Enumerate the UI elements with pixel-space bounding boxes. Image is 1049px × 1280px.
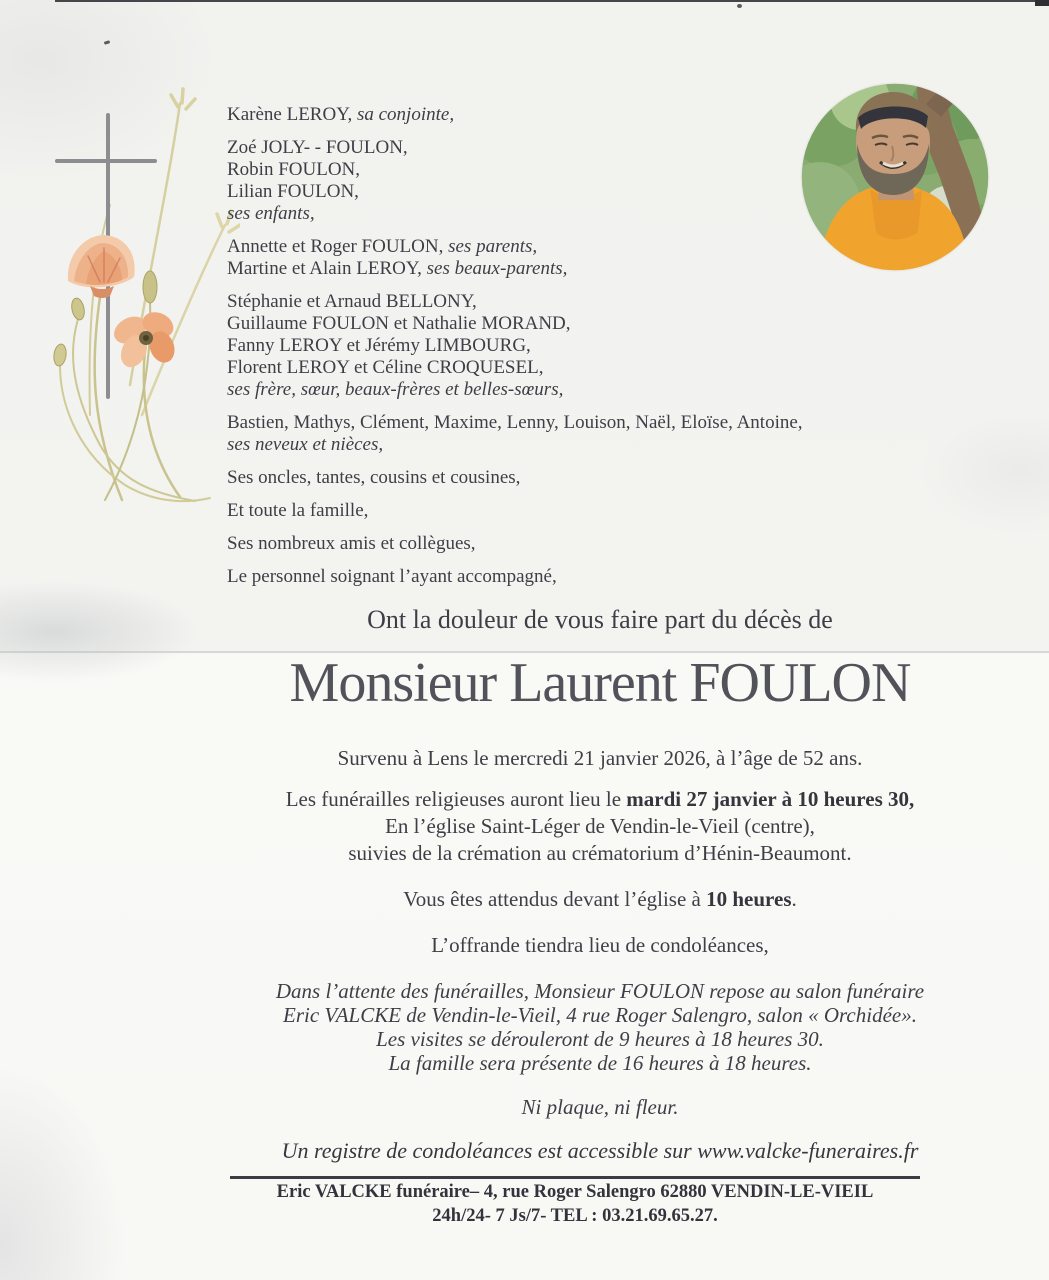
- family-line: Karène LEROY, sa conjointe,: [227, 104, 455, 125]
- family-line: Ses oncles, tantes, cousins et cousines,: [227, 467, 521, 488]
- repose-line: Dans l’attente des funérailles, Monsieur FOULON repose au salon funéraire: [275, 979, 925, 1003]
- repose-line: Eric VALCKE de Vendin-le-Vieil, 4 rue Roger Salengro, salon « Orchidée».: [283, 1003, 917, 1027]
- repose-line: Les visites se dérouleront de 9 heures à 18 heures 30.: [376, 1027, 824, 1051]
- family-line: Guillaume FOULON et Nathalie MORAND,: [227, 313, 571, 334]
- offering-note: L’offrande tiendra lieu de condoléances,: [431, 933, 769, 957]
- footer-phone: 24h/24- 7 Js/7- TEL : 03.21.69.65.27.: [432, 1206, 718, 1226]
- repose-line: La famille sera présente de 16 heures à 18 heures.: [388, 1051, 812, 1075]
- church-meeting-time: Vous êtes attendus devant l’église à 10 heures.: [403, 887, 797, 911]
- footer-address: Eric VALCKE funéraire– 4, rue Roger Salengro 62880 VENDIN-LE-VIEIL: [276, 1182, 874, 1202]
- repose-details: [150, 979, 1049, 1075]
- family-line: Annette et Roger FOULON, ses parents,: [227, 236, 538, 257]
- family-line: Florent LEROY et Céline CROQUESEL,: [227, 357, 544, 378]
- family-line: ses enfants,: [227, 203, 315, 224]
- family-line: Stéphanie et Arnaud BELLONY,: [227, 291, 477, 312]
- funeral-details: [150, 786, 1049, 867]
- deceased-name: Monsieur Laurent FOULON: [289, 652, 911, 714]
- funeral-line3: suivies de la crémation au crématorium d’Hénin-Beaumont.: [348, 841, 852, 865]
- funeral-line1: Les funérailles religieuses auront lieu le mardi 27 janvier à 10 heures 30,: [285, 787, 915, 811]
- family-line: ses neveux et nièces,: [227, 434, 384, 455]
- cross-icon: [57, 115, 155, 397]
- condolence-register-note: Un registre de condoléances est accessible sur www.valcke-funeraires.fr: [281, 1138, 919, 1163]
- family-line: Fanny LEROY et Jérémy LIMBOURG,: [227, 335, 531, 356]
- poppy-flower-icon: [68, 235, 135, 298]
- family-line: Le personnel soignant l’ayant accompagné,: [227, 566, 557, 587]
- family-line: Zoé JOLY- - FOULON,: [227, 137, 408, 158]
- footer-divider: [230, 1176, 920, 1179]
- announcement-intro: Ont la douleur de vous faire part du décès de: [367, 605, 833, 634]
- family-line: Bastien, Mathys, Clément, Maxime, Lenny, Louison, Naël, Eloïse, Antoine,: [227, 412, 803, 433]
- announcement-body: [150, 0, 1049, 1165]
- family-line: Et toute la famille,: [227, 500, 369, 521]
- funeral-line2: En l’église Saint-Léger de Vendin-le-Vieil (centre),: [385, 814, 815, 838]
- funeral-home-footer: [100, 1176, 1049, 1227]
- family-line: ses frère, sœur, beaux-frères et belles-sœurs,: [227, 379, 564, 400]
- family-line: Robin FOULON,: [227, 159, 361, 180]
- scan-speck: [104, 40, 111, 45]
- family-line: Lilian FOULON,: [227, 181, 359, 202]
- death-statement: Survenu à Lens le mercredi 21 janvier 2026, à l’âge de 52 ans.: [337, 746, 863, 770]
- family-line: Martine et Alain LEROY, ses beaux-parents,: [227, 258, 568, 279]
- family-line: Ses nombreux amis et collègues,: [227, 533, 476, 554]
- no-flowers-note: Ni plaque, ni fleur.: [521, 1095, 679, 1119]
